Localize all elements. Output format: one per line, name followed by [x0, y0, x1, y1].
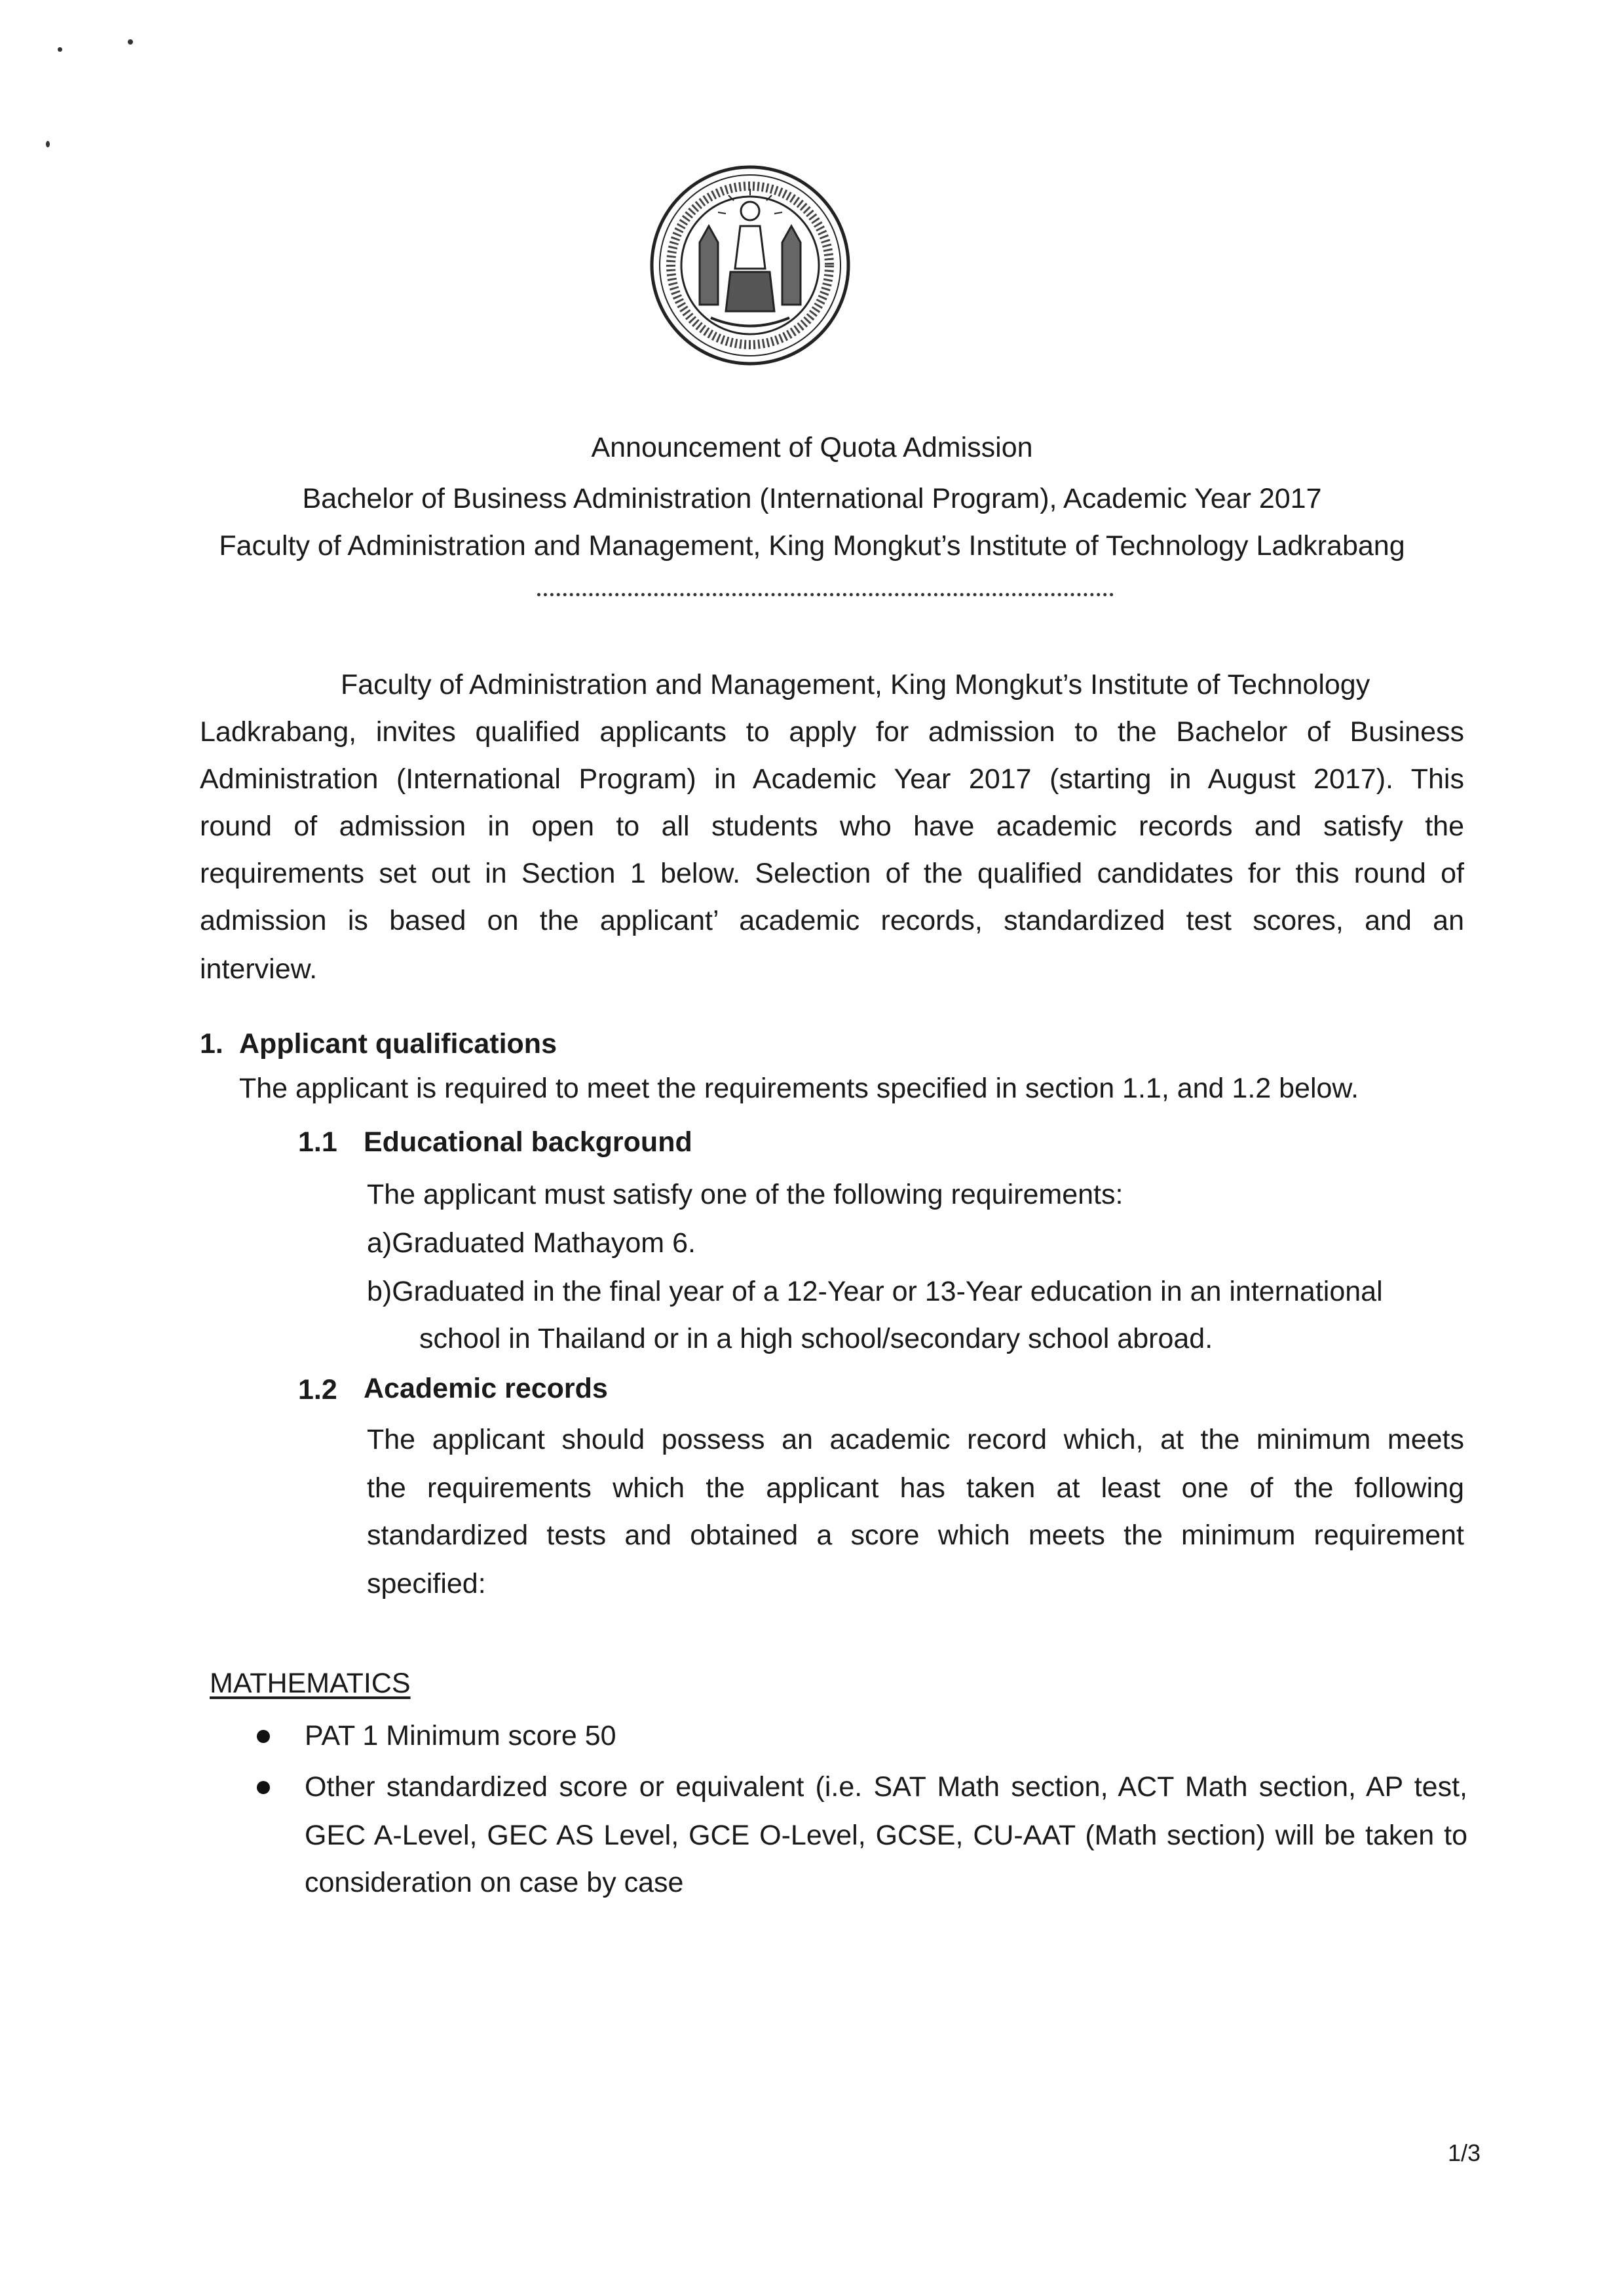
intro-line: interview. [200, 953, 318, 985]
subsection-number: 1.1 [298, 1126, 337, 1158]
section-number: 1. [200, 1028, 223, 1060]
page-number: 1/3 [1448, 2139, 1481, 2166]
academic-line: The applicant should possess an academic record which, at the minimum meets [367, 1424, 1464, 1455]
subsection-heading: Academic records [364, 1373, 608, 1404]
intro-line: round of admission in open to all students who have academic records and satisfy the [200, 811, 1464, 842]
requirement-item: a)Graduated Mathayom 6. [367, 1227, 696, 1259]
requirement-item: school in Thailand or in a high school/secondary school abroad. [419, 1323, 1213, 1354]
academic-line: the requirements which the applicant has taken at least one of the following [367, 1472, 1464, 1504]
subsection-lead: The applicant must satisfy one of the following requirements: [367, 1179, 1124, 1210]
bullet-dot [257, 1730, 270, 1743]
subsection-number: 1.2 [298, 1374, 337, 1406]
academic-line: standardized tests and obtained a score which meets the minimum requirement [367, 1520, 1464, 1551]
scan-speck [46, 141, 50, 147]
math-requirement: PAT 1 Minimum score 50 [305, 1720, 616, 1751]
announcement-title: Announcement of Quota Admission [591, 432, 1033, 463]
academic-line: specified: [367, 1568, 486, 1599]
university-seal [649, 164, 852, 367]
program-title: Bachelor of Business Administration (International Program), Academic Year 2017 [302, 483, 1322, 514]
section-heading: Applicant qualifications [239, 1028, 557, 1060]
scan-speck [128, 39, 133, 45]
subsection-heading: Educational background [364, 1126, 692, 1158]
bullet-dot [257, 1781, 270, 1794]
math-requirement: consideration on case by case [305, 1867, 684, 1898]
intro-line: admission is based on the applicant’ academic records, standardized test scores, and an [200, 905, 1464, 936]
math-requirement: Other standardized score or equivalent (i.e. SAT Math section, ACT Math section, AP test, [305, 1771, 1467, 1803]
intro-line: Faculty of Administration and Management, King Mongkut’s Institute of Technology [341, 669, 1370, 700]
dotted-divider [537, 593, 1114, 596]
section-intro: The applicant is required to meet the requirements specified in section 1.1, and 1.2 below. [239, 1073, 1359, 1104]
requirement-item: b)Graduated in the final year of a 12-Year or 13-Year education in an international [367, 1276, 1383, 1307]
math-requirement: GEC A-Level, GEC AS Level, GCE O-Level, GCSE, CU-AAT (Math section) will be taken to [305, 1820, 1467, 1851]
mathematics-heading: MATHEMATICS [210, 1668, 411, 1699]
intro-line: Administration (International Program) in Academic Year 2017 (starting in August 2017). This [200, 763, 1464, 795]
intro-line: Ladkrabang, invites qualified applicants to apply for admission to the Bachelor of Business [200, 716, 1464, 748]
faculty-title: Faculty of Administration and Management, King Mongkut’s Institute of Technology Ladkrabang [219, 530, 1405, 562]
intro-line: requirements set out in Section 1 below. Selection of the qualified candidates for this round of [200, 858, 1464, 889]
scan-speck [58, 47, 62, 52]
